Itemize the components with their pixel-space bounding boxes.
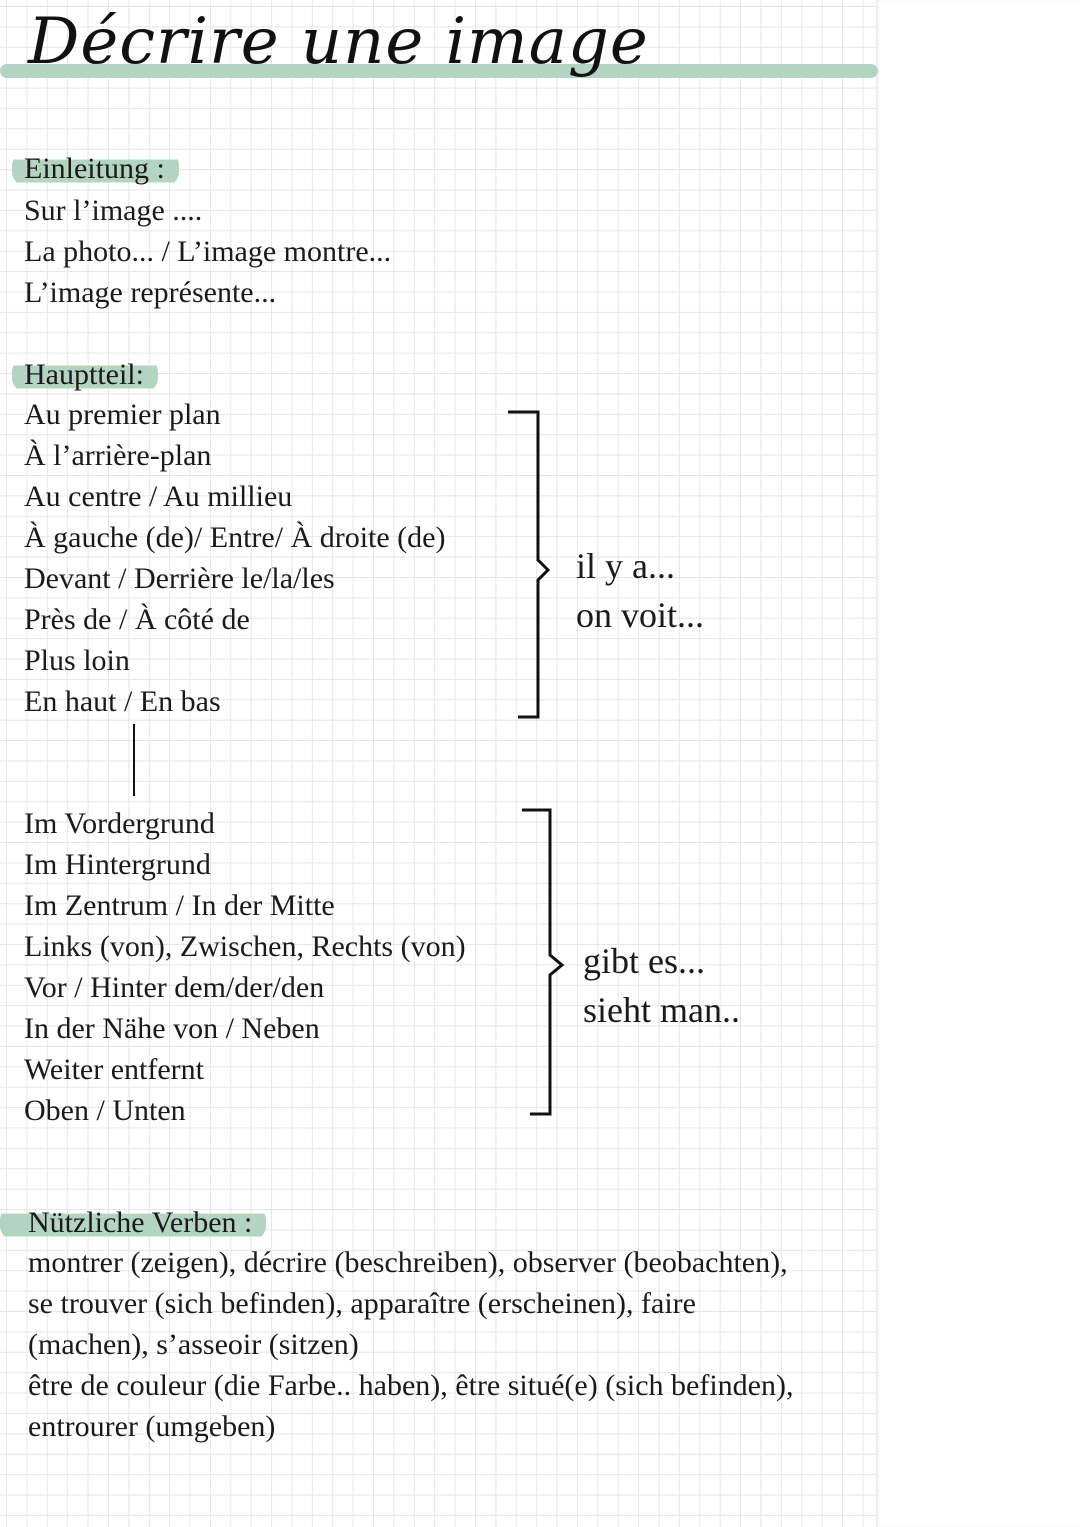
- verbs-line: être de couleur (die Farbe.. haben), être situé(e) (sich befinden),: [28, 1369, 794, 1402]
- intro-heading: Einleitung :: [12, 152, 179, 186]
- verbs-line: montrer (zeigen), décrire (beschreiben), observer (beobachten),: [28, 1246, 788, 1279]
- german-result-line: sieht man..: [583, 990, 740, 1030]
- verbs-line: (machen), s’asseoir (sitzen): [28, 1328, 359, 1361]
- page-margin: [876, 0, 1080, 1527]
- intro-line: L’image représente...: [24, 276, 277, 309]
- german-position-line: Links (von), Zwischen, Rechts (von): [24, 930, 466, 963]
- french-position-line: Près de / À côté de: [24, 603, 250, 636]
- german-position-line: Oben / Unten: [24, 1094, 186, 1127]
- french-position-line: À gauche (de)/ Entre/ À droite (de): [24, 521, 446, 554]
- french-result-line: il y a...: [576, 546, 675, 586]
- verbs-line: se trouver (sich befinden), apparaître (erscheinen), faire: [28, 1287, 696, 1320]
- german-result-line: gibt es...: [583, 941, 705, 981]
- verbs-heading: Nützliche Verben :: [0, 1206, 266, 1240]
- german-position-line: Vor / Hinter dem/der/den: [24, 971, 325, 1004]
- french-position-line: Au premier plan: [24, 398, 221, 431]
- french-position-line: À l’arrière-plan: [24, 439, 212, 472]
- french-position-line: Au centre / Au millieu: [24, 480, 293, 513]
- german-position-line: Im Vordergrund: [24, 807, 215, 840]
- french-position-line: En haut / En bas: [24, 685, 221, 718]
- page-title: Décrire une image: [28, 5, 649, 79]
- german-position-line: Im Hintergrund: [24, 848, 211, 881]
- french-position-line: Devant / Derrière le/la/les: [24, 562, 335, 595]
- intro-line: La photo... / L’image montre...: [24, 235, 392, 268]
- french-position-line: Plus loin: [24, 644, 130, 677]
- french-result-line: on voit...: [576, 595, 705, 635]
- german-position-line: Im Zentrum / In der Mitte: [24, 889, 335, 922]
- verbs-line: entrourer (umgeben): [28, 1410, 276, 1443]
- german-position-line: In der Nähe von / Neben: [24, 1012, 320, 1045]
- german-position-line: Weiter entfernt: [24, 1053, 204, 1086]
- main-heading: Hauptteil:: [12, 358, 158, 392]
- intro-line: Sur l’image ....: [24, 194, 203, 227]
